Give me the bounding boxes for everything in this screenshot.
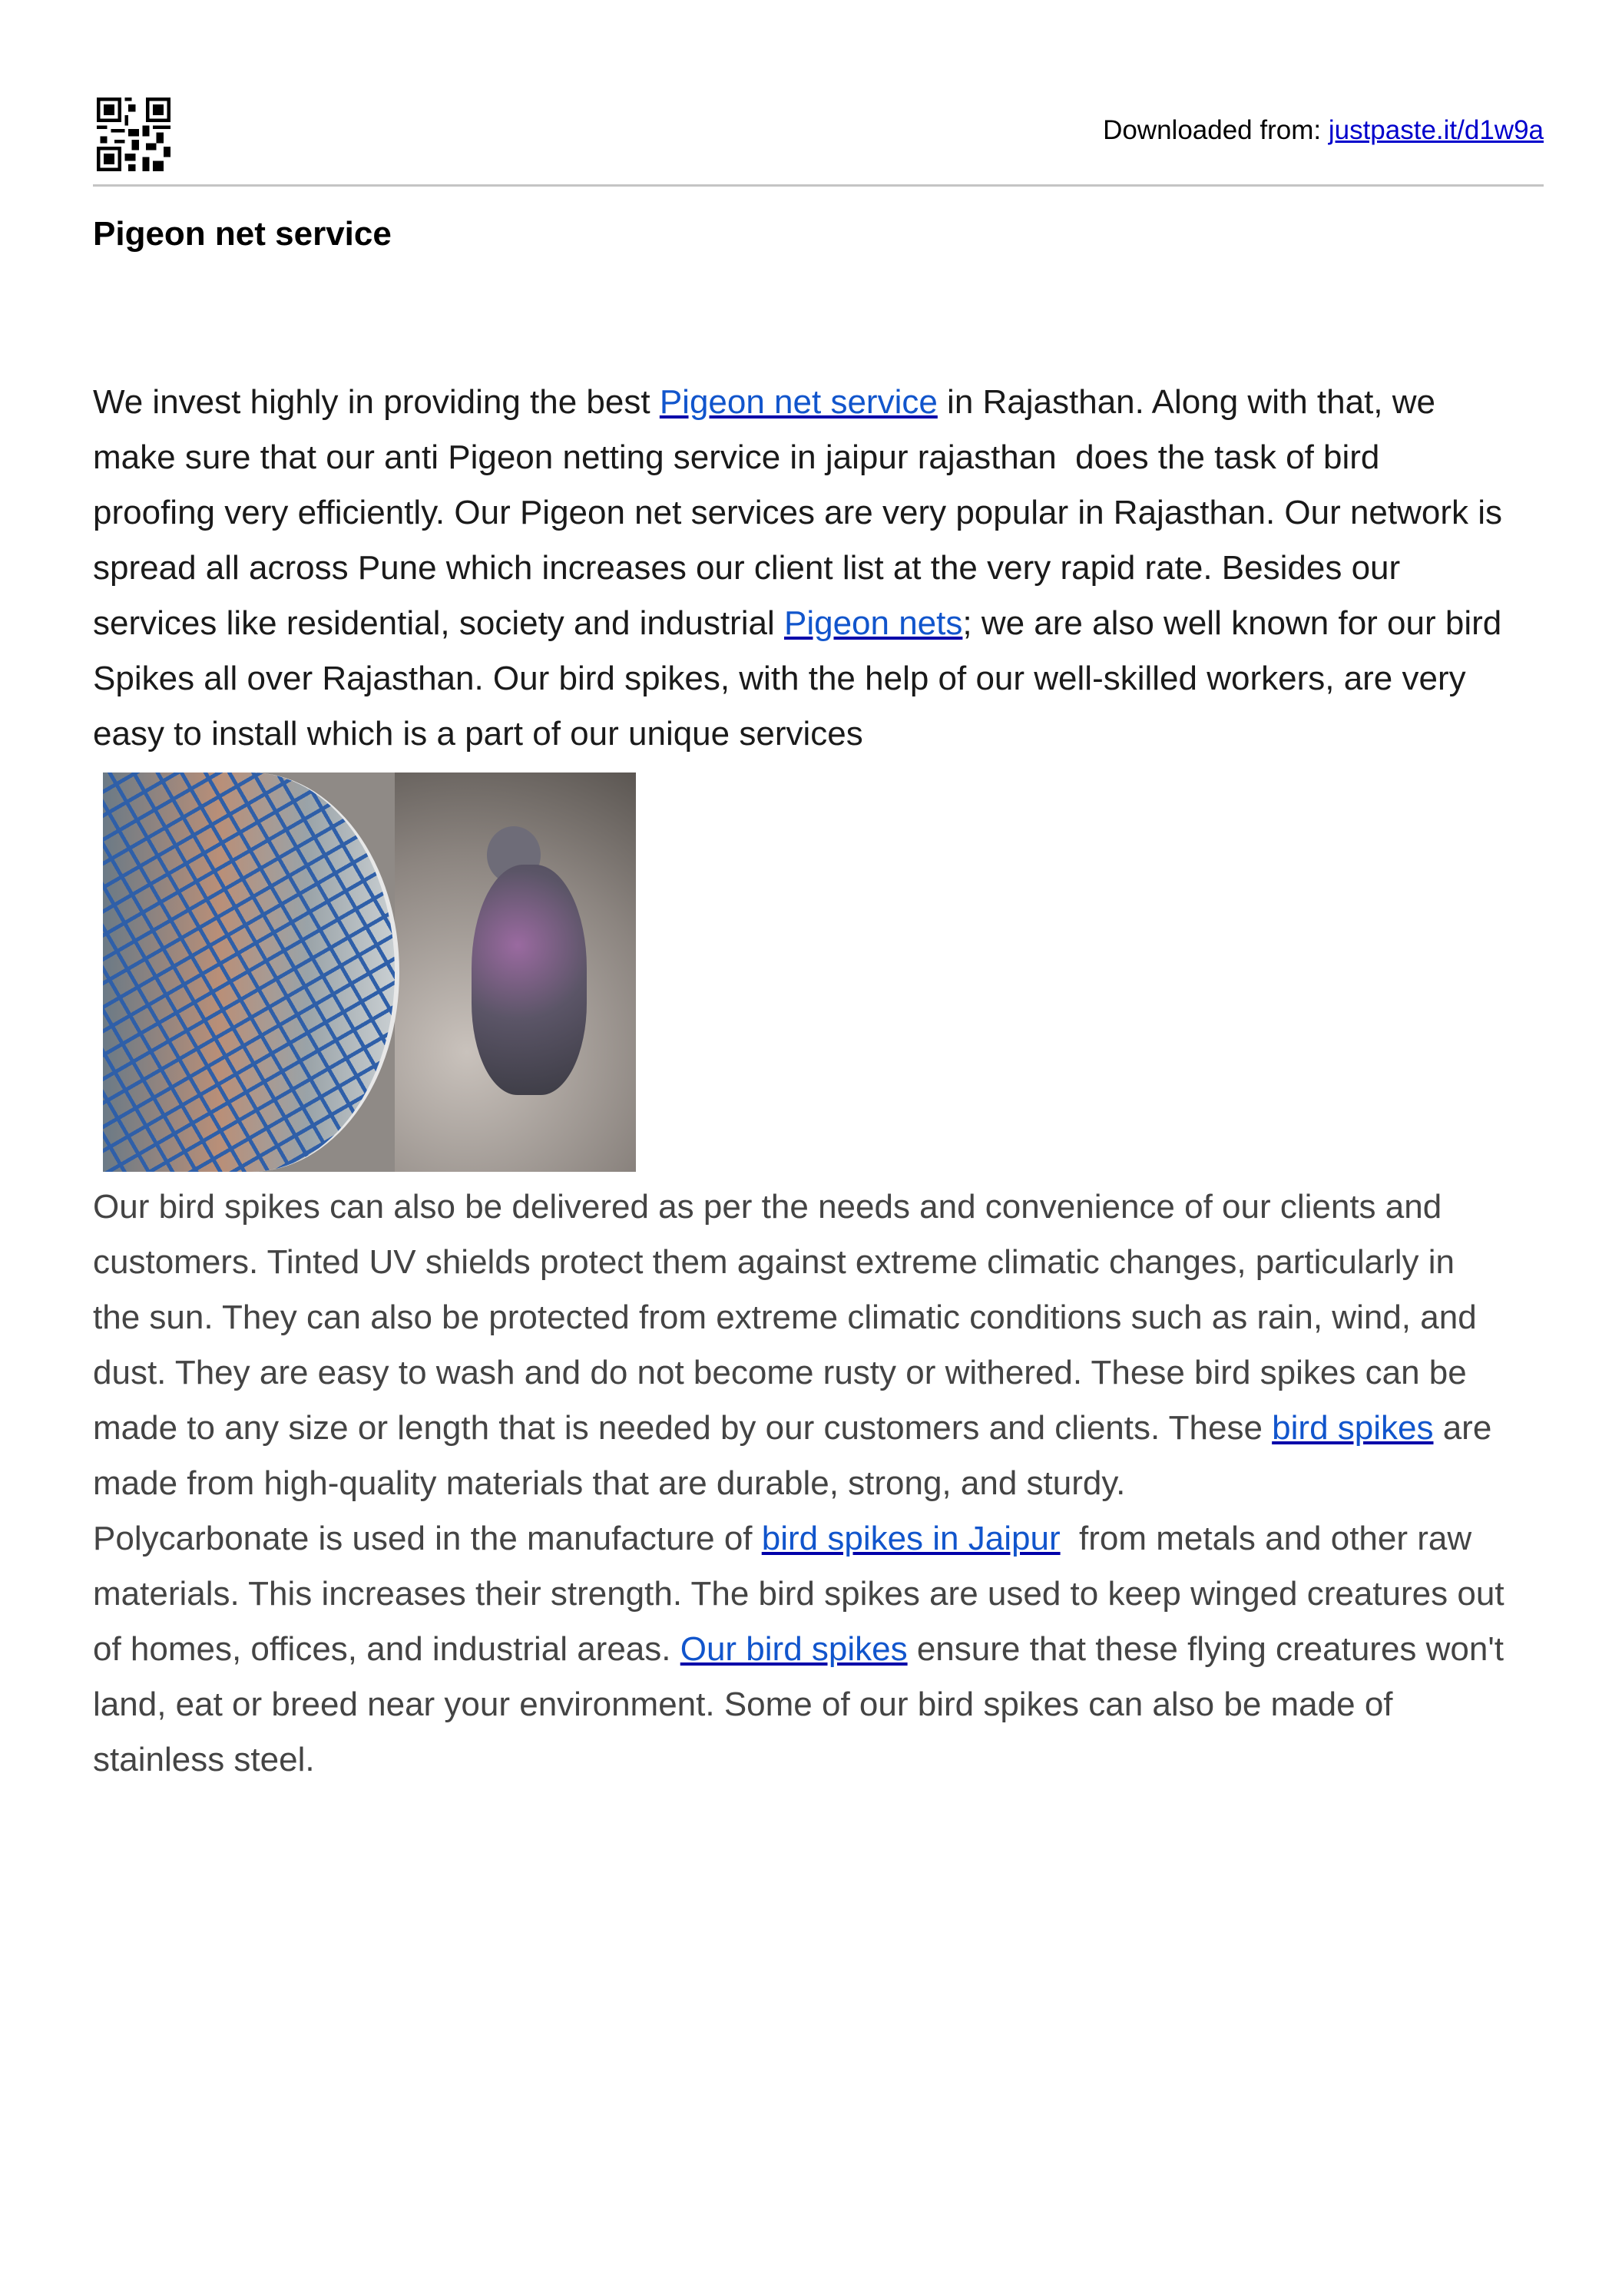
text-line bbox=[93, 1179, 1504, 1235]
text-segment: proofing very efficiently. Our Pigeon net services are very popular in Rajasthan. Our network is bbox=[93, 494, 1503, 531]
text-segment: spread all across Pune which increases our client list at the very rapid rate. Besides our bbox=[93, 549, 1401, 587]
text-line bbox=[93, 1732, 1504, 1788]
text-segment: Our bird spikes can also be delivered as per the needs and convenience of our clients and bbox=[93, 1188, 1442, 1226]
text-line bbox=[93, 1622, 1504, 1677]
text-line bbox=[93, 1235, 1504, 1290]
text-line bbox=[93, 706, 1502, 762]
pigeon-net-image bbox=[103, 773, 636, 1172]
text-segment: make sure that our anti Pigeon netting service in jaipur rajasthan does the task of bird bbox=[93, 438, 1380, 476]
pigeon-body bbox=[472, 865, 587, 1095]
text-segment: made to any size or length that is needed by our customers and clients. These bbox=[93, 1409, 1273, 1447]
text-line bbox=[93, 651, 1502, 706]
text-segment: We invest highly in providing the best bbox=[93, 383, 660, 421]
text-line bbox=[93, 485, 1502, 541]
text-segment: ; we are also well known for our bird bbox=[962, 604, 1502, 642]
text-segment: Polycarbonate is used in the manufacture of bbox=[93, 1520, 762, 1557]
inline-link[interactable]: bird spikes bbox=[1272, 1409, 1434, 1447]
text-line bbox=[93, 596, 1502, 651]
text-segment: the sun. They can also be protected from extreme climatic conditions such as rain, wind, and bbox=[93, 1299, 1477, 1336]
text-line bbox=[93, 1345, 1504, 1401]
text-segment: made from high-quality materials that are durable, strong, and sturdy. bbox=[93, 1464, 1126, 1502]
header-divider bbox=[93, 184, 1544, 187]
text-line bbox=[93, 1401, 1504, 1456]
text-segment: Spikes all over Rajasthan. Our bird spikes, with the help of our well-skilled workers, are very bbox=[93, 660, 1466, 697]
text-line bbox=[93, 1567, 1504, 1622]
text-segment: of homes, offices, and industrial areas. bbox=[93, 1630, 680, 1668]
text-line bbox=[93, 1677, 1504, 1732]
text-segment: materials. This increases their strength. The bird spikes are used to keep winged creatures out bbox=[93, 1575, 1504, 1613]
paragraph-2 bbox=[93, 1179, 1504, 1788]
text-segment: are bbox=[1433, 1409, 1492, 1447]
text-segment: from metals and other raw bbox=[1060, 1520, 1472, 1557]
downloaded-from-label: Downloaded from: bbox=[1103, 115, 1329, 145]
inline-link[interactable]: Our bird spikes bbox=[680, 1630, 908, 1668]
source-link[interactable]: justpaste.it/d1w9a bbox=[1328, 115, 1544, 145]
text-line bbox=[93, 1290, 1504, 1345]
text-line bbox=[93, 430, 1502, 485]
text-segment: dust. They are easy to wash and do not become rusty or withered. These bird spikes can be bbox=[93, 1354, 1467, 1391]
text-segment: ensure that these flying creatures won't bbox=[907, 1630, 1504, 1668]
qr-code-icon bbox=[97, 98, 170, 171]
text-line bbox=[93, 1511, 1504, 1567]
inline-link[interactable]: Pigeon nets bbox=[783, 604, 963, 642]
text-segment: in Rajasthan. Along with that, we bbox=[937, 383, 1435, 421]
inline-link[interactable]: Pigeon net service bbox=[659, 383, 938, 421]
blue-net-inset bbox=[103, 773, 399, 1172]
page-title: Pigeon net service bbox=[93, 215, 392, 253]
source-attribution bbox=[1103, 115, 1544, 146]
paragraph-1 bbox=[93, 375, 1502, 762]
text-segment: land, eat or breed near your environment. Some of our bird spikes can also be made of bbox=[93, 1686, 1393, 1723]
text-line bbox=[93, 375, 1502, 430]
text-segment: services like residential, society and industrial bbox=[93, 604, 784, 642]
inline-link[interactable]: bird spikes in Jaipur bbox=[761, 1520, 1061, 1557]
text-segment: stainless steel. bbox=[93, 1741, 315, 1778]
text-line bbox=[93, 541, 1502, 596]
text-segment: easy to install which is a part of our unique services bbox=[93, 715, 863, 753]
text-segment: customers. Tinted UV shields protect them against extreme climatic changes, particularly in bbox=[93, 1243, 1455, 1281]
text-line bbox=[93, 1456, 1504, 1511]
